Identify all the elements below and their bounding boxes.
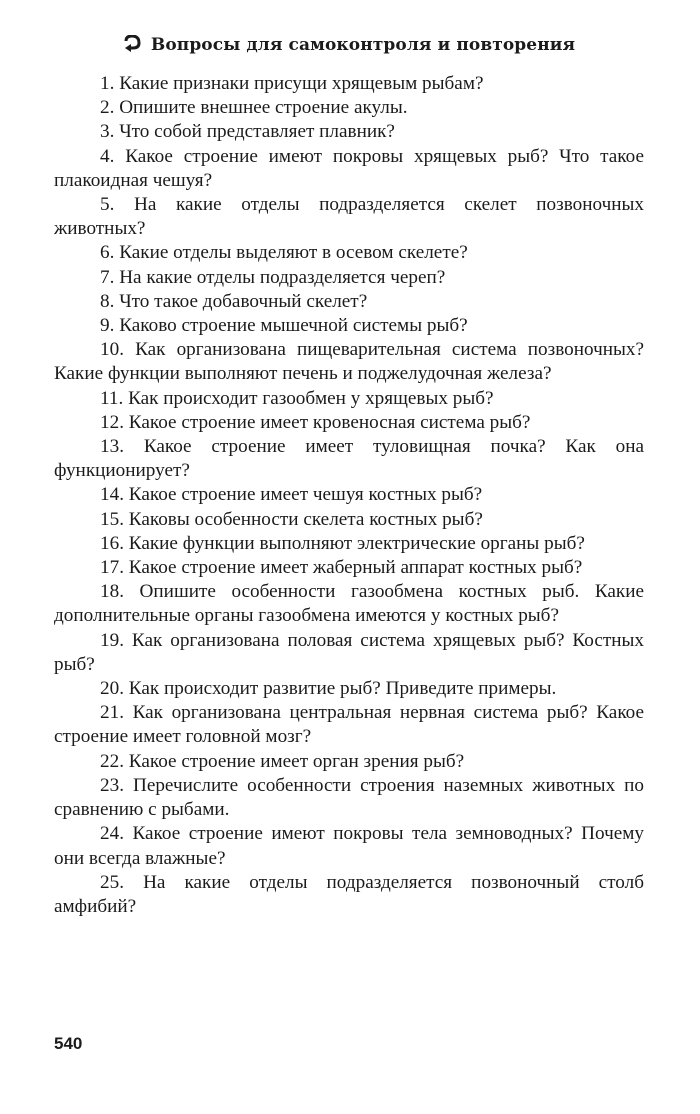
question-text: Как организована пищеварительная система позвоночных? Какие функции выполняют печень и поджелудочная железа? (54, 339, 644, 385)
question-number: 14. (100, 484, 124, 506)
question-text: На какие отделы подразделяется скелет позвоночных животных? (54, 194, 645, 240)
question-number: 20. (100, 678, 124, 700)
question-item (54, 193, 644, 241)
question-number: 2. (100, 97, 115, 119)
question-item (54, 338, 644, 386)
question-text: Какое строение имеют покровы хрящевых рыб? Что такое плакоидная чешуя? (54, 145, 644, 191)
question-item (54, 556, 644, 580)
question-item (54, 120, 644, 144)
question-item (54, 629, 644, 677)
question-item (54, 435, 644, 483)
question-item (54, 387, 644, 411)
question-number: 8. (100, 290, 115, 312)
question-number: 10. (100, 339, 124, 361)
question-number: 6. (100, 242, 115, 264)
question-item (54, 677, 644, 701)
question-text: Перечислите особенности строения наземных животных по сравнению с рыбами. (54, 774, 645, 821)
question-item (54, 314, 644, 338)
question-text: Какое строение имеет орган зрения рыб? (128, 750, 465, 772)
question-number: 1. (100, 73, 115, 94)
question-item (54, 266, 644, 290)
question-number: 3. (100, 121, 115, 143)
question-number: 24. (100, 823, 124, 845)
hook-arrow-icon (123, 35, 143, 55)
question-item (54, 145, 644, 193)
section-heading (54, 28, 644, 62)
question-item (54, 871, 644, 919)
section-title: Вопросы для самоконтроля и повторения (150, 35, 576, 55)
question-number: 9. (100, 315, 115, 337)
question-text: Что такое добавочный скелет? (119, 290, 368, 312)
question-number: 4. (100, 145, 115, 167)
question-list (54, 72, 644, 919)
question-item (54, 822, 644, 870)
question-number: 12. (100, 411, 124, 433)
question-text: Какие функции выполняют электрические органы рыб? (128, 532, 585, 554)
question-item (54, 774, 644, 822)
question-number: 16. (100, 532, 124, 554)
question-number: 13. (100, 436, 124, 458)
question-number: 17. (100, 557, 124, 579)
question-number: 7. (100, 266, 115, 288)
question-text: Каковы особенности скелета костных рыб? (128, 508, 483, 530)
question-item (54, 96, 644, 120)
question-number: 21. (100, 702, 124, 724)
question-text: Какое строение имеют покровы тела земноводных? Почему они всегда влажные? (54, 823, 645, 869)
question-text: Какое строение имеет жаберный аппарат костных рыб? (128, 557, 583, 579)
question-text: Как организована центральная нервная система рыб? Какое строение имеет головной мозг? (54, 702, 645, 748)
question-text: Какие признаки присущи хрящевым рыбам? (119, 73, 484, 94)
page-number: 540 (54, 1034, 83, 1053)
question-number: 5. (100, 194, 115, 216)
question-number: 23. (100, 774, 124, 796)
question-item (54, 241, 644, 265)
question-number: 11. (100, 387, 124, 409)
question-number: 19. (100, 629, 124, 651)
question-text: Как происходит газообмен у хрящевых рыб? (128, 387, 494, 409)
question-text: Как организована половая система хрящевых рыб? Костных рыб? (54, 629, 645, 675)
question-number: 25. (100, 871, 124, 893)
question-item (54, 750, 644, 774)
question-text: Как происходит развитие рыб? Приведите примеры. (128, 678, 557, 700)
question-text: Опишите особенности газообмена костных рыб. Какие дополнительные органы газообмена имеются у костных рыб? (54, 581, 645, 627)
question-item (54, 580, 644, 628)
question-text: Какое строение имеет кровеносная система рыб? (128, 411, 531, 433)
question-item (54, 290, 644, 314)
question-item (54, 532, 644, 556)
question-number: 22. (100, 750, 124, 772)
question-number: 18. (100, 581, 124, 603)
question-item (54, 483, 644, 507)
question-number: 15. (100, 508, 124, 530)
question-item (54, 701, 644, 749)
question-text: Опишите внешнее строение акулы. (119, 97, 408, 119)
question-text: На какие отделы подразделяется череп? (119, 266, 446, 288)
question-item (54, 508, 644, 532)
question-item (54, 411, 644, 435)
book-page (54, 28, 644, 1068)
question-text: Какие отделы выделяют в осевом скелете? (119, 242, 468, 264)
question-text: Какое строение имеет туловищная почка? Как она функционирует? (54, 436, 645, 482)
question-item (54, 72, 644, 96)
question-text: На какие отделы подразделяется позвоночный столб амфибий? (54, 871, 644, 917)
question-text: Какое строение имеет чешуя костных рыб? (128, 484, 483, 506)
question-text: Что собой представляет плавник? (119, 121, 395, 143)
question-text: Каково строение мышечной системы рыб? (119, 315, 468, 337)
